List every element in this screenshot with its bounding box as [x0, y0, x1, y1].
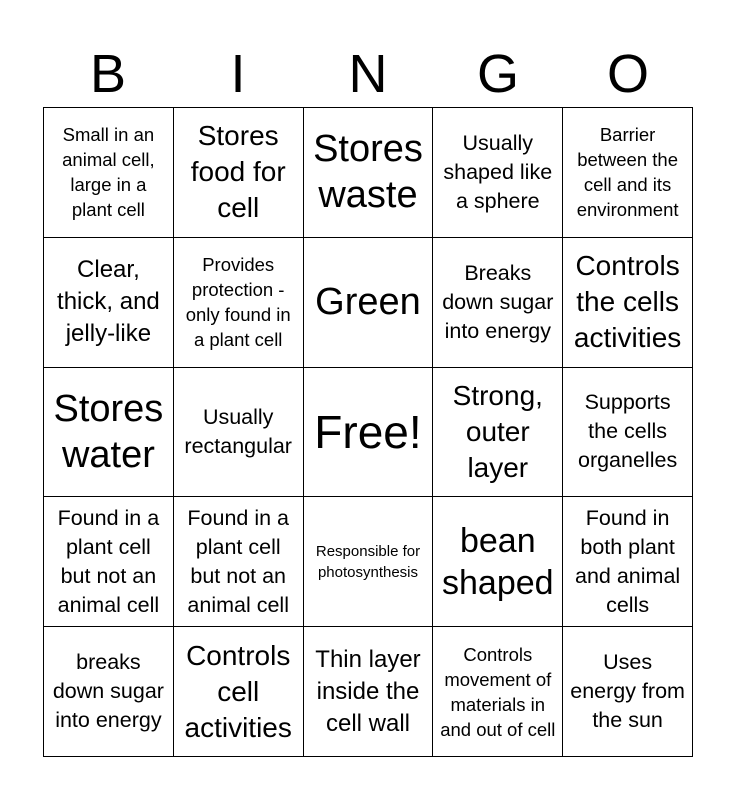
bingo-cell-r3-c5[interactable]	[563, 368, 693, 498]
cell-text: Strong, outer layer	[452, 379, 543, 483]
bingo-cell-r1-c2[interactable]	[174, 108, 304, 238]
bingo-cell-r2-c5[interactable]	[563, 238, 693, 368]
bingo-card-grid	[43, 107, 693, 757]
free-space-text: Free!	[314, 405, 422, 458]
cell-text: Clear, thick, and jelly-like	[57, 256, 160, 348]
bingo-cell-r4-c3[interactable]	[304, 497, 434, 627]
bingo-cell-r2-c1[interactable]	[44, 238, 174, 368]
bingo-cell-r4-c4[interactable]	[433, 497, 563, 627]
bingo-cell-r1-c5[interactable]	[563, 108, 693, 238]
bingo-cell-r5-c1[interactable]	[44, 627, 174, 757]
cell-text: bean shaped	[442, 521, 554, 602]
header-letter-i: I	[230, 44, 246, 104]
cell-text: Stores food for cell	[190, 120, 286, 224]
header-letter-o: O	[606, 44, 649, 104]
bingo-cell-r4-c2[interactable]	[174, 497, 304, 627]
cell-text: Small in an animal cell, large in a plant cell	[62, 124, 155, 221]
cell-text: Usually rectangular	[184, 404, 292, 458]
cell-text: Usually shaped like a sphere	[443, 130, 553, 213]
cell-text: Found in a plant cell but not an animal cell	[57, 505, 160, 617]
bingo-cell-r5-c4[interactable]	[433, 627, 563, 757]
header-letter-g: G	[476, 44, 519, 104]
bingo-cell-r2-c3[interactable]	[304, 238, 434, 368]
cell-text: Breaks down sugar into energy	[442, 260, 554, 343]
bingo-cell-r3-c4[interactable]	[433, 368, 563, 498]
cell-text: breaks down sugar into energy	[52, 650, 164, 733]
cell-text: Uses energy from the sun	[570, 650, 685, 733]
bingo-cell-r1-c4[interactable]	[433, 108, 563, 238]
header-letter-n: N	[348, 44, 388, 104]
bingo-cell-r5-c5[interactable]	[563, 627, 693, 757]
bingo-cell-r4-c1[interactable]	[44, 497, 174, 627]
cell-text: Thin layer inside the cell wall	[315, 645, 421, 737]
cell-text: Responsible for photosynthesis	[315, 542, 421, 581]
bingo-cell-r3-c3[interactable]	[304, 368, 434, 498]
cell-text: Barrier between the cell and its environment	[576, 124, 679, 221]
bingo-cell-r2-c2[interactable]	[174, 238, 304, 368]
header-letter-b: B	[89, 44, 127, 104]
bingo-cell-r1-c1[interactable]	[44, 108, 174, 238]
cell-text: Stores water	[53, 387, 164, 476]
cell-text: Provides protection - only found in a plant cell	[185, 254, 291, 351]
bingo-cell-r5-c2[interactable]	[174, 627, 304, 757]
bingo-cell-r3-c2[interactable]	[174, 368, 304, 498]
bingo-cell-r4-c5[interactable]	[563, 497, 693, 627]
cell-text: Green	[315, 281, 421, 324]
bingo-cell-r5-c3[interactable]	[304, 627, 434, 757]
cell-text: Controls the cells activities	[573, 250, 682, 354]
cell-text: Controls cell activities	[184, 639, 292, 743]
cell-text: Found in a plant cell but not an animal cell	[187, 505, 289, 617]
cell-text: Supports the cells organelles	[577, 390, 678, 473]
bingo-header	[43, 42, 693, 106]
bingo-cell-r1-c3[interactable]	[304, 108, 434, 238]
bingo-cell-r3-c1[interactable]	[44, 368, 174, 498]
cell-text: Found in both plant and animal cells	[575, 505, 681, 617]
cell-text: Stores waste	[313, 128, 423, 217]
cell-text: Controls movement of materials in and out of cell	[440, 643, 556, 740]
bingo-cell-r2-c4[interactable]	[433, 238, 563, 368]
